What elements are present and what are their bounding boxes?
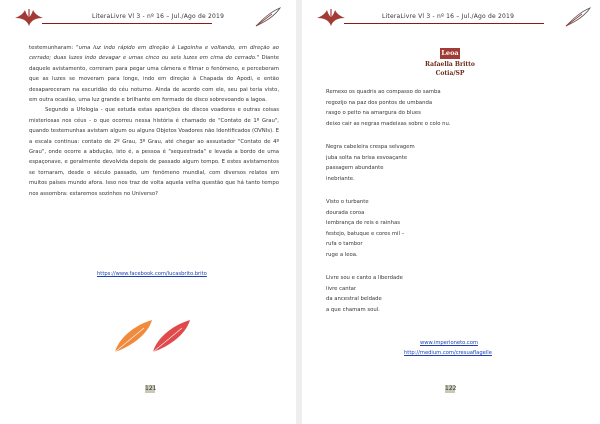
stanza-3 bbox=[326, 197, 404, 261]
header-rule bbox=[42, 23, 212, 24]
page-number: 121 bbox=[145, 385, 157, 392]
author-name: Rafaella Britto bbox=[425, 61, 475, 68]
feather-red-icon bbox=[150, 318, 195, 354]
page-number: 122 bbox=[445, 385, 457, 392]
poem-line: Visto o turbante bbox=[326, 199, 369, 205]
poem-line: inebriante. bbox=[326, 175, 355, 182]
poem-line: festejo, batuque e cores mil – bbox=[326, 230, 405, 237]
poem-line: rufa o tambor bbox=[326, 241, 363, 248]
poem-line: juba solta na brisa esvoaçante bbox=[326, 154, 408, 161]
phoenix-logo bbox=[12, 6, 46, 28]
header-title: LiteraLivre Vl 3 - nº 16 – Jul./Ago de 2019 bbox=[92, 13, 225, 20]
medium-link[interactable]: http://medium.com/cresuaflagelle bbox=[404, 350, 492, 356]
poem-line: ruge a leoa. bbox=[326, 251, 358, 258]
quill-icon bbox=[252, 6, 282, 28]
stanza-4 bbox=[326, 273, 403, 315]
poem-line: Remexo os quadris ao compasso do samba bbox=[326, 89, 441, 95]
facebook-link[interactable]: https://www.facebook.com/lucasbrito.brito bbox=[97, 271, 207, 277]
quill-icon bbox=[562, 6, 592, 28]
poem-title: Leoa bbox=[441, 49, 459, 57]
paragraph-2: Segundo a Ufologia - que estuda estas aparições de discos voadores e outras coisas misteriosas nos céus - o que ocorreu nessa história é chamado de "Contato de 1º Grau", quando testemunhas avistam algum ou alguns Objetos Voadores não Identificados (OVNIs). E a escala continua: contato de 2º Grau, 3º Grau, até chegar ao assustador "Contato de 4º Grau", onde ocorre a abdução, isto é, a pessoa é "sequestrada" e levada a bordo de uma espaçonave, e geralmente devolvida depois de passado algum tempo. E estes avistamentos se tornaram, desde o século passado, um fenômeno mundial, com diversos relatos em muitos países mundo afora. Isso nos traz de volta aquela velha questão que há tanto tempo nos assombra: estaremos sozinhos no Universo? bbox=[29, 107, 279, 197]
stanza-1 bbox=[326, 87, 451, 129]
author-city: Cotia/SP bbox=[435, 70, 465, 77]
poem-line: deixo cair as negras madeixas sobre o colo nu. bbox=[326, 120, 451, 127]
poem-line: lembrança de reis e rainhas bbox=[326, 220, 400, 227]
page-gutter bbox=[296, 0, 302, 424]
article-text bbox=[29, 43, 279, 199]
right-page bbox=[304, 0, 596, 424]
poem-line: regozijo na paz dos pontos de umbanda bbox=[326, 99, 433, 106]
poem-line: dourada coroa bbox=[326, 209, 365, 216]
paragraph-1: testemunharam: "uma luz indo rápido em direção à Lagoinha e voltando, em direção ao cerrado; duas luzes indo devagar e umas cinco ou seis luzes em cima do cerrado." Diante daquele avistamento, correram para pegar uma câmera e filmar o fenômeno, e perceberam que as luzes se moveram para longe, indo em direção à Chapada do Apodi, e então desapareceram na escuridão do céu noturno. Ainda de acordo com ele, seu pai teria visto, em outra ocasião, uma luz grande e brilhante em formado de disco sobrevoando a lagoa. bbox=[29, 45, 279, 104]
stanza-2 bbox=[326, 142, 415, 184]
imperioneto-link[interactable]: www.imperioneto.com bbox=[420, 340, 478, 346]
poem-line: da ancestral beldade bbox=[326, 296, 382, 303]
poem-line: Negra cabeleira crespa selvagem bbox=[326, 144, 415, 150]
poem-line: passagem abundante bbox=[326, 165, 384, 172]
page-header bbox=[304, 6, 596, 28]
page-header bbox=[2, 6, 294, 28]
header-title: LiteraLivre Vl 3 - nº 16 – Jul./Ago de 2019 bbox=[382, 13, 515, 20]
poem-line: Livre sou e canto a liberdade bbox=[326, 275, 403, 281]
poem-line: rasgo o peito na amargura do blues bbox=[326, 110, 421, 117]
poem-line: livre cantar bbox=[326, 285, 357, 292]
header-rule bbox=[344, 23, 544, 24]
left-page bbox=[2, 0, 294, 424]
phoenix-logo bbox=[314, 6, 348, 28]
witness-quote: "uma luz indo rápido em direção à Lagoinha e voltando, em direção ao cerrado; duas luzes indo devagar e umas cinco ou seis luzes em cima do cerrado." bbox=[29, 45, 279, 62]
poem-line: a que chamam soul. bbox=[326, 306, 380, 313]
